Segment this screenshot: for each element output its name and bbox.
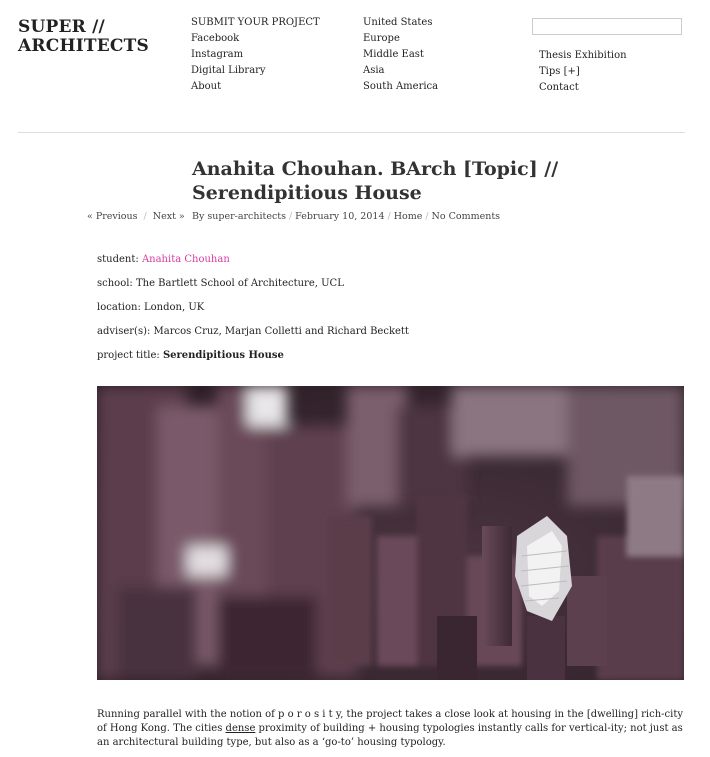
nav-tips[interactable]: Tips [+]: [539, 66, 580, 77]
nav-south-america[interactable]: South America: [363, 81, 439, 92]
body-text-part-2: , the project takes a close look at housing in the [dwelling] rich-city of Hong Kong. The cities: [97, 709, 684, 734]
pagination-separator: /: [143, 211, 147, 222]
post-category[interactable]: Home: [393, 211, 423, 222]
post-author[interactable]: By super-architects: [192, 211, 286, 222]
body-text-dense: dense: [225, 723, 256, 734]
body-text-part-1: Running parallel with the notion of: [97, 709, 275, 720]
body-text-part-3: proximity of building + housing typologies instantly calls for vertical-ity; not just as an architectural building type, but also as a ‘go-to’ housing typology.: [97, 723, 683, 748]
nav-contact[interactable]: Contact: [539, 82, 579, 93]
nav-united-states[interactable]: United States: [363, 17, 433, 28]
nav-column-secondary: [539, 48, 627, 96]
site-logo[interactable]: [18, 18, 149, 56]
info-project-title: [97, 350, 284, 361]
meta-separator: /: [288, 211, 293, 222]
nav-digital-library[interactable]: Digital Library: [191, 65, 266, 76]
project-render-image[interactable]: [97, 386, 684, 680]
meta-separator: /: [425, 211, 429, 222]
city-render-illustration: [97, 386, 684, 680]
nav-submit-project[interactable]: SUBMIT YOUR PROJECT: [191, 17, 320, 28]
nav-europe[interactable]: Europe: [363, 33, 400, 44]
body-text-porosity: p o r o s i t y: [278, 709, 341, 720]
header-divider: [18, 132, 685, 133]
nav-about[interactable]: About: [191, 81, 222, 92]
project-title-label: project title:: [97, 350, 160, 361]
body-paragraph: [97, 708, 687, 750]
post-title: Anahita Chouhan. BArch [Topic] // Serendipitious House: [192, 158, 559, 204]
nav-facebook[interactable]: Facebook: [191, 33, 240, 44]
info-school: school: The Bartlett School of Architecture, UCL: [97, 278, 344, 289]
meta-separator: /: [387, 211, 391, 222]
nav-instagram[interactable]: Instagram: [191, 49, 244, 60]
project-title-value: Serendipitious House: [162, 350, 284, 361]
logo-line-1: SUPER //: [18, 17, 105, 37]
logo-line-2: ARCHITECTS: [18, 36, 149, 56]
post-meta: [192, 211, 500, 222]
nav-thesis-exhibition[interactable]: Thesis Exhibition: [539, 50, 627, 61]
nav-column-regions: [363, 15, 438, 95]
previous-post-link[interactable]: « Previous: [87, 211, 138, 222]
post-date: February 10, 2014: [295, 211, 385, 222]
info-student: [97, 254, 230, 265]
post-pagination: [87, 211, 185, 222]
student-name-link[interactable]: Anahita Chouhan: [141, 254, 230, 265]
nav-middle-east[interactable]: Middle East: [363, 49, 424, 60]
nav-asia[interactable]: Asia: [363, 65, 385, 76]
student-label: student:: [97, 254, 139, 265]
search-input[interactable]: [532, 18, 682, 35]
post-comments-link[interactable]: No Comments: [431, 211, 501, 222]
info-advisers: adviser(s): Marcos Cruz, Marjan Colletti and Richard Beckett: [97, 326, 409, 337]
next-post-link[interactable]: Next »: [152, 211, 185, 222]
nav-column-main: [191, 15, 320, 95]
info-location: location: London, UK: [97, 302, 205, 313]
